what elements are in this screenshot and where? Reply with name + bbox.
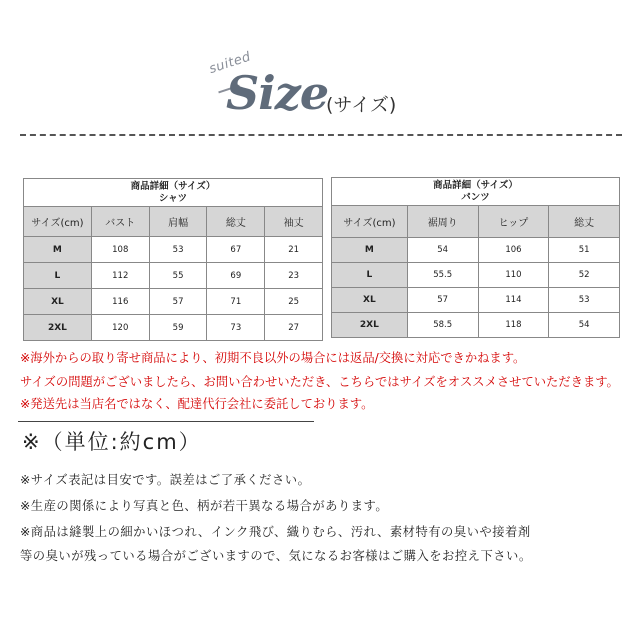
cell-value: 53 bbox=[149, 237, 207, 263]
pants-caption-line2: パンツ bbox=[461, 191, 490, 203]
row-size-label: XL bbox=[332, 288, 408, 313]
cell-value: 21 bbox=[265, 237, 323, 263]
cell-value: 25 bbox=[265, 289, 323, 315]
cell-value: 116 bbox=[91, 289, 149, 315]
cell-value: 58.5 bbox=[407, 313, 478, 338]
table-row bbox=[24, 315, 323, 341]
cell-value: 106 bbox=[478, 238, 549, 263]
color-note: ※生産の関係により写真と色、柄が若干異なる場合があります。 bbox=[20, 499, 389, 513]
row-size-label: 2XL bbox=[24, 315, 92, 341]
table-row bbox=[332, 263, 620, 288]
suited-script-text: suited bbox=[207, 49, 253, 77]
size-subtitle: (サイズ) bbox=[326, 94, 397, 116]
cell-value: 120 bbox=[91, 315, 149, 341]
table-row bbox=[24, 263, 323, 289]
pants-header-length: 総丈 bbox=[549, 206, 620, 238]
pants-header-hip: ヒップ bbox=[478, 206, 549, 238]
cell-value: 54 bbox=[407, 238, 478, 263]
row-size-label: 2XL bbox=[332, 313, 408, 338]
size-title: Size bbox=[226, 66, 329, 120]
cell-value: 59 bbox=[149, 315, 207, 341]
return-policy-note: ※海外からの取り寄せ商品により、初期不良以外の場合には返品/交換に対応できかねます。 bbox=[20, 351, 526, 365]
row-size-label: L bbox=[24, 263, 92, 289]
shirt-size-table bbox=[23, 178, 323, 341]
cell-value: 57 bbox=[407, 288, 478, 313]
cell-value: 55.5 bbox=[407, 263, 478, 288]
section-divider bbox=[18, 421, 314, 422]
quality-note-cont: 等の臭いが残っている場合がございますので、気になるお客様はご購入をお控え下さい。 bbox=[20, 549, 532, 563]
table-row bbox=[332, 238, 620, 263]
cell-value: 55 bbox=[149, 263, 207, 289]
cell-value: 69 bbox=[207, 263, 265, 289]
table-row bbox=[24, 289, 323, 315]
shirt-caption-line2: シャツ bbox=[158, 192, 188, 204]
cell-value: 52 bbox=[549, 263, 620, 288]
table-row bbox=[24, 237, 323, 263]
row-size-label: M bbox=[24, 237, 92, 263]
shirt-header-length: 総丈 bbox=[207, 207, 265, 237]
shirt-table-caption bbox=[24, 179, 323, 207]
pants-caption-line1: 商品詳細（サイズ） bbox=[433, 179, 518, 191]
row-size-label: XL bbox=[24, 289, 92, 315]
size-consult-note: サイズの問題がございましたら、お問い合わせいただき、こちらではサイズをオススメさせていただきます。 bbox=[20, 375, 619, 389]
cell-value: 23 bbox=[265, 263, 323, 289]
pants-header-hem: 裾周り bbox=[407, 206, 478, 238]
pants-size-table bbox=[331, 177, 620, 338]
cell-value: 71 bbox=[207, 289, 265, 315]
cell-value: 112 bbox=[91, 263, 149, 289]
size-guide-note: ※サイズ表記は目安です。誤差はご了承ください。 bbox=[20, 473, 311, 487]
shirt-header-size: サイズ(cm) bbox=[24, 207, 92, 237]
row-size-label: L bbox=[332, 263, 408, 288]
cell-value: 67 bbox=[207, 237, 265, 263]
row-size-label: M bbox=[332, 238, 408, 263]
cell-value: 54 bbox=[549, 313, 620, 338]
shirt-header-shoulder: 肩幅 bbox=[149, 207, 207, 237]
cell-value: 108 bbox=[91, 237, 149, 263]
shirt-header-bust: バスト bbox=[91, 207, 149, 237]
dashed-divider bbox=[20, 134, 622, 136]
quality-note: ※商品は縫製上の細かいほつれ、インク飛び、織りむら、汚れ、素材特有の臭いや接着剤 bbox=[20, 525, 531, 539]
cell-value: 73 bbox=[207, 315, 265, 341]
cell-value: 57 bbox=[149, 289, 207, 315]
cell-value: 110 bbox=[478, 263, 549, 288]
table-row bbox=[332, 288, 620, 313]
cell-value: 51 bbox=[549, 238, 620, 263]
shirt-header-sleeve: 袖丈 bbox=[265, 207, 323, 237]
table-row bbox=[332, 313, 620, 338]
shirt-caption-line1: 商品詳細（サイズ） bbox=[130, 180, 216, 192]
pants-table-caption bbox=[332, 178, 620, 206]
cell-value: 53 bbox=[549, 288, 620, 313]
cell-value: 118 bbox=[478, 313, 549, 338]
pants-header-size: サイズ(cm) bbox=[332, 206, 408, 238]
cell-value: 27 bbox=[265, 315, 323, 341]
cell-value: 114 bbox=[478, 288, 549, 313]
unit-title: ※（単位:約cm） bbox=[22, 430, 202, 454]
shipping-note: ※発送先は当店名ではなく、配達代行会社に委託しております。 bbox=[20, 397, 374, 411]
